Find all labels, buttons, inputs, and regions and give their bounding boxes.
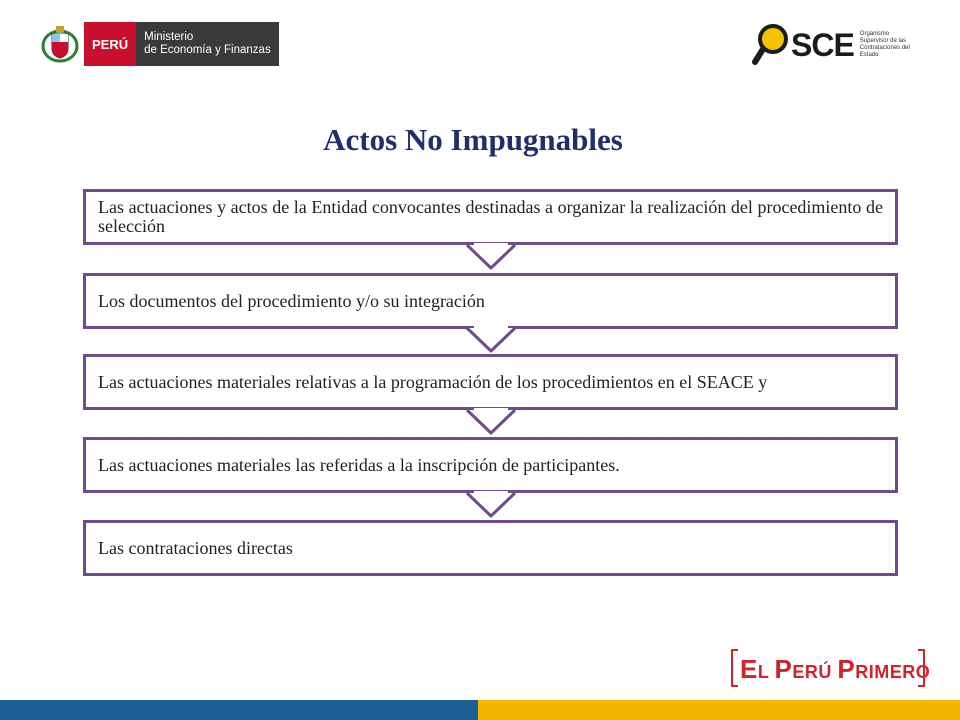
el-peru-primero-logo — [730, 648, 931, 688]
item-text-5: Las contrataciones directas — [98, 537, 293, 558]
slogan-rest-3: RIMERO — [855, 662, 931, 682]
chevron-down-icon — [464, 491, 518, 519]
slogan-text — [740, 654, 930, 685]
item-box-5 — [83, 520, 898, 576]
item-text-1: Las actuaciones y actos de la Entidad convocantes destinadas a organizar la realización del procedimiento de selección — [98, 197, 883, 236]
slogan-rest-1: L — [757, 662, 775, 682]
slogan-rest-2: ERÚ — [792, 662, 838, 682]
item-box-2 — [83, 273, 898, 329]
item-text-4: Las actuaciones materiales las referidas a la inscripción de participantes. — [98, 454, 620, 475]
slogan-initial-3: P — [837, 654, 856, 684]
ministry-line1: Ministerio — [144, 31, 194, 43]
ministry-label — [136, 22, 279, 66]
mef-logo — [40, 22, 279, 66]
slide-title: Actos No Impugnables — [323, 122, 623, 157]
chevron-down-icon — [464, 326, 518, 354]
footer-bar-yellow — [478, 700, 960, 720]
osce-mark-text: SCE — [791, 26, 854, 63]
item-box-3 — [83, 354, 898, 410]
slogan-initial-2: P — [774, 654, 793, 684]
item-text-2: Los documentos del procedimiento y/o su integración — [98, 290, 485, 311]
item-box-4 — [83, 437, 898, 493]
ministry-line2: de Economía y Finanzas — [144, 44, 271, 56]
footer-bar-blue — [0, 700, 478, 720]
slogan-initial-1: E — [740, 654, 758, 684]
peru-label: PERÚ — [84, 22, 136, 66]
chevron-down-icon — [464, 408, 518, 436]
chevron-down-icon — [464, 243, 518, 271]
coat-of-arms-icon — [40, 22, 80, 66]
osce-logo — [752, 22, 916, 68]
item-box-1 — [83, 189, 898, 245]
osce-mark — [752, 22, 854, 68]
magnifier-icon — [752, 22, 790, 68]
osce-subtitle: Organismo Supervisor de las Contrataciones del Estado — [859, 31, 910, 58]
item-text-3: Las actuaciones materiales relativas a la programación de los procedimientos en el SEACE y — [98, 371, 768, 392]
